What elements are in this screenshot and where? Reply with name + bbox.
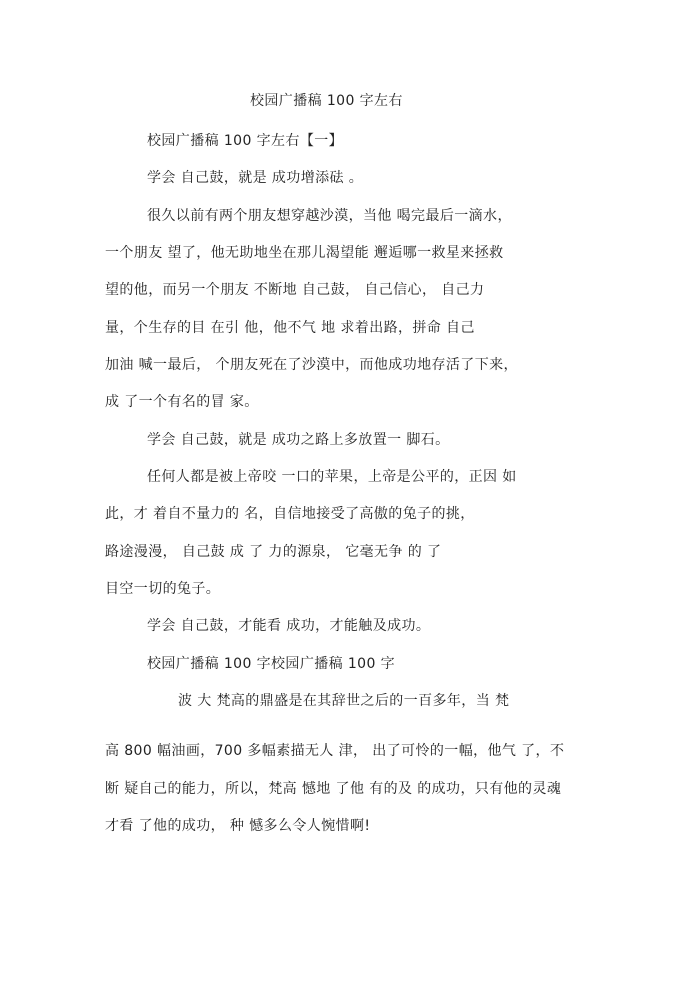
paragraph-line: 断 疑自己的能力，所以，梵高 憾地 了他 有的及 的成功，只有他的灵魂 bbox=[105, 781, 562, 797]
paragraph-line: 高 800 幅油画，700 多幅素描无人 津， 出了可怜的一幅，他气 了，不 bbox=[105, 743, 565, 759]
paragraph-line: 学会 自己鼓，就是 成功增添砝 。 bbox=[147, 170, 364, 186]
paragraph-line: 加油 喊一最后， 个朋友死在了沙漠中，而他成功地存活了下来， bbox=[105, 357, 518, 373]
paragraph-line: 此，才 着自不量力的 名，自信地接受了高傲的兔子的挑， bbox=[105, 506, 475, 522]
paragraph-line: 学会 自己鼓，就是 成功之路上多放置一 脚石。 bbox=[147, 432, 450, 448]
section-heading: 校园广播稿 100 字校园广播稿 100 字 bbox=[147, 656, 396, 672]
paragraph-line: 很久以前有两个朋友想穿越沙漠，当他 喝完最后一滴水， bbox=[147, 208, 512, 224]
paragraph-line: 波 大 梵高的鼎盛是在其辞世之后的一百多年，当 梵 bbox=[178, 693, 510, 709]
section-heading: 校园广播稿 100 字左右【一】 bbox=[147, 133, 344, 149]
paragraph-line: 路途漫漫， 自己鼓 成 了 力的源泉， 它毫无争 的 了 bbox=[105, 544, 442, 560]
paragraph-line: 量，个生存的目 在引 他，他不气 地 求着出路，拼命 自己 bbox=[105, 320, 475, 336]
paragraph-line: 目空一切的兔子。 bbox=[105, 581, 221, 597]
paragraph-line: 才看 了他的成功， 种 憾多么令人惋惜啊! bbox=[105, 818, 371, 834]
document-title: 校园广播稿 100 字左右 bbox=[250, 93, 403, 109]
paragraph-line: 学会 自己鼓，才能看 成功，才能触及成功。 bbox=[147, 618, 431, 634]
paragraph-line: 任何人都是被上帝咬 一口的苹果，上帝是公平的，正因 如 bbox=[147, 469, 517, 485]
paragraph-line: 成 了一个有名的冒 家。 bbox=[105, 394, 259, 410]
paragraph-line: 望的他，而另一个朋友 不断地 自己鼓， 自己信心， 自己力 bbox=[105, 282, 485, 298]
paragraph-line: 一个朋友 望了，他无助地坐在那儿渴望能 邂逅哪一救星来拯救 bbox=[105, 245, 504, 261]
